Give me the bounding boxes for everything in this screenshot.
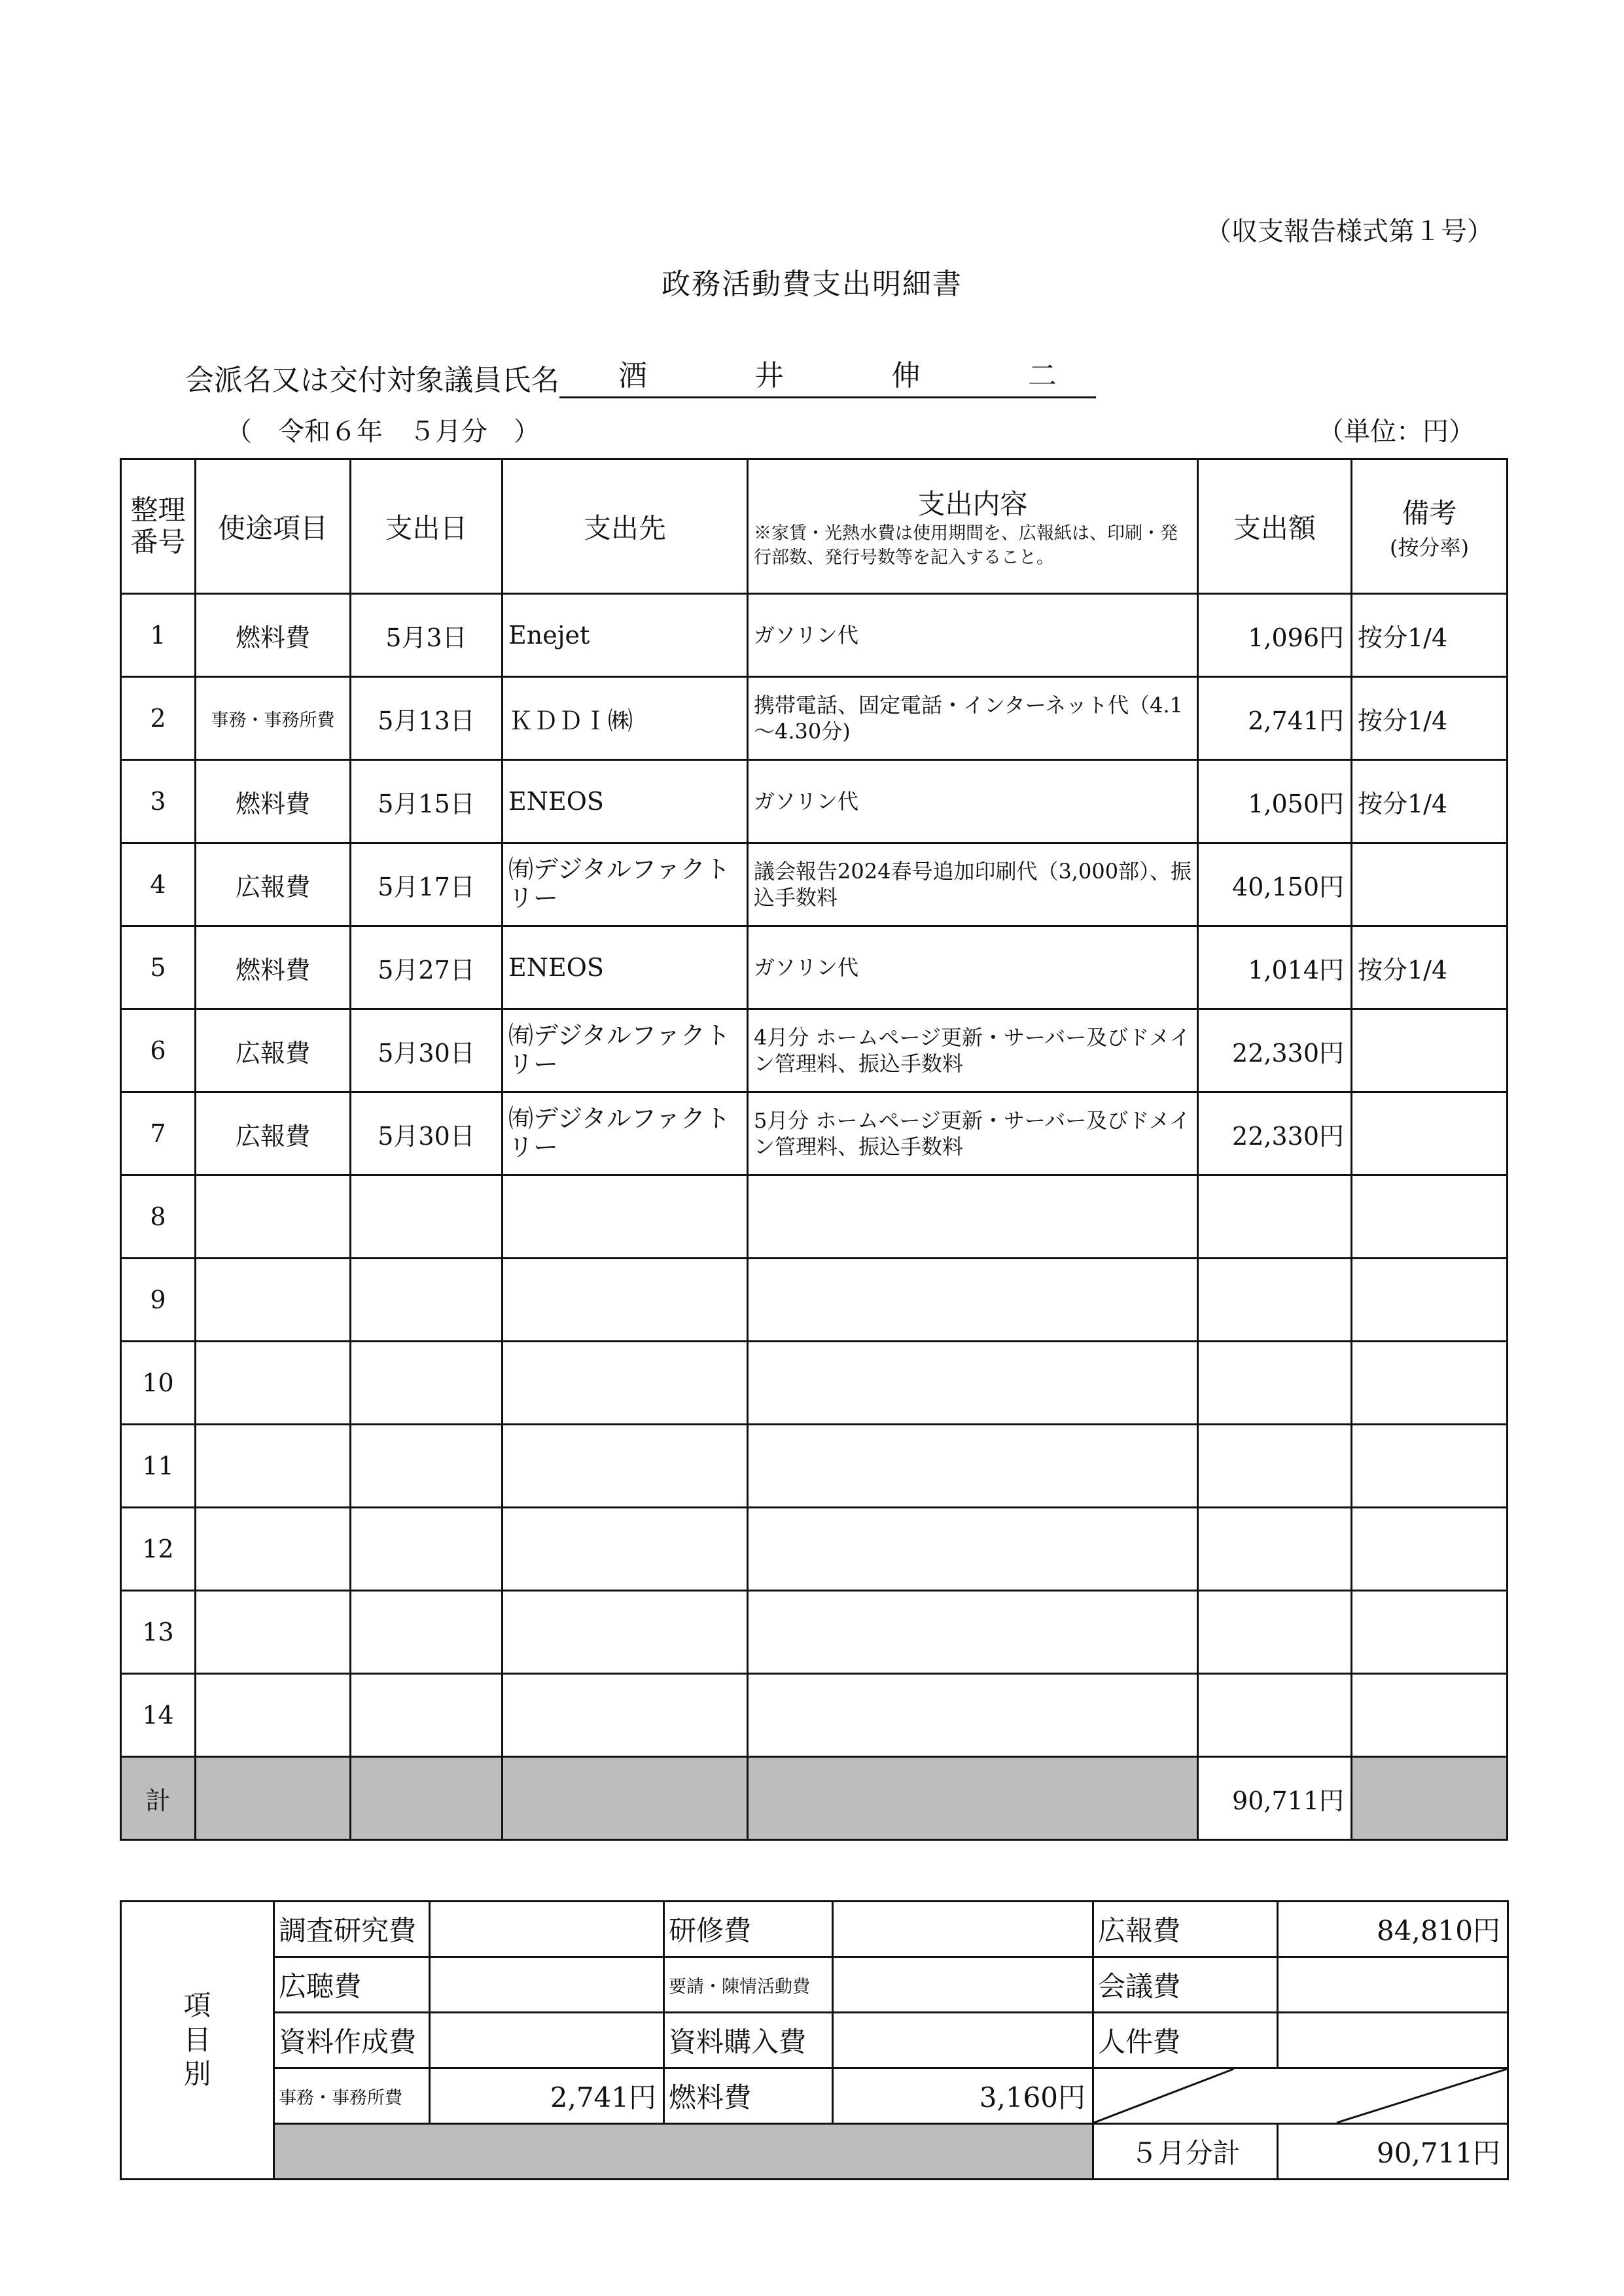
row-payee: Enejet — [503, 594, 748, 677]
header-date: 支出日 — [351, 459, 503, 594]
row-remarks — [1352, 1092, 1508, 1175]
row-purpose: 広報費 — [196, 1092, 351, 1175]
row-date — [351, 1342, 503, 1425]
row-amount — [1198, 1591, 1352, 1674]
row-no: 4 — [121, 843, 196, 926]
row-remarks — [1352, 1175, 1508, 1259]
row-date — [351, 1425, 503, 1508]
total-label: 計 — [121, 1757, 196, 1840]
row-amount — [1198, 1259, 1352, 1342]
row-no: 5 — [121, 926, 196, 1009]
row-content — [748, 1674, 1198, 1757]
row-purpose: 燃料費 — [196, 594, 351, 677]
summary-hearing-amount — [430, 1957, 664, 2013]
row-remarks — [1352, 1009, 1508, 1092]
row-amount: 22,330円 — [1198, 1092, 1352, 1175]
row-remarks — [1352, 1259, 1508, 1342]
row-date: 5月30日 — [351, 1009, 503, 1092]
row-remarks — [1352, 1342, 1508, 1425]
row-content: ガソリン代 — [748, 926, 1198, 1009]
total-gray-cell — [503, 1757, 748, 1840]
row-remarks — [1352, 1591, 1508, 1674]
row-amount: 1,096円 — [1198, 594, 1352, 677]
row-amount: 22,330円 — [1198, 1009, 1352, 1092]
row-amount — [1198, 1175, 1352, 1259]
summary-meeting-amount — [1278, 1957, 1508, 2013]
header-remarks — [1352, 459, 1508, 594]
header-amount: 支出額 — [1198, 459, 1352, 594]
row-payee — [503, 1175, 748, 1259]
row-date: 5月17日 — [351, 843, 503, 926]
row-date: 5月3日 — [351, 594, 503, 677]
member-name-char: 酒 — [618, 359, 647, 392]
row-content: ガソリン代 — [748, 594, 1198, 677]
row-amount — [1198, 1674, 1352, 1757]
row-date — [351, 1591, 503, 1674]
row-no: 1 — [121, 594, 196, 677]
row-amount: 40,150円 — [1198, 843, 1352, 926]
row-amount — [1198, 1508, 1352, 1591]
row-date — [351, 1259, 503, 1342]
row-remarks: 按分1/4 — [1352, 926, 1508, 1009]
summary-side-label: 項目別 — [121, 1902, 274, 2180]
summary-table — [120, 1900, 1509, 2180]
summary-fuel-label: 燃料費 — [664, 2068, 833, 2124]
row-amount: 1,050円 — [1198, 760, 1352, 843]
summary-gray-cell — [274, 2124, 1093, 2180]
member-name — [559, 352, 1096, 398]
summary-materials-purchase-label: 資料購入費 — [664, 2013, 833, 2068]
row-remarks — [1352, 1425, 1508, 1508]
row-content: 携帯電話、固定電話・インターネット代（4.1～4.30分) — [748, 677, 1198, 760]
row-content: 4月分 ホームページ更新・サーバー及びドメイン管理料、振込手数料 — [748, 1009, 1198, 1092]
row-purpose: 燃料費 — [196, 760, 351, 843]
row-purpose — [196, 1175, 351, 1259]
summary-fuel-amount: 3,160円 — [833, 2068, 1093, 2124]
row-amount: 1,014円 — [1198, 926, 1352, 1009]
row-payee — [503, 1508, 748, 1591]
row-no: 8 — [121, 1175, 196, 1259]
table-row — [121, 843, 1508, 926]
member-name-char: 二 — [1027, 359, 1057, 392]
row-date: 5月30日 — [351, 1092, 503, 1175]
summary-materials-purchase-amount — [833, 2013, 1093, 2068]
row-no: 6 — [121, 1009, 196, 1092]
summary-materials-making-label: 資料作成費 — [274, 2013, 430, 2068]
row-payee: ＫＤＤＩ㈱ — [503, 677, 748, 760]
row-no: 10 — [121, 1342, 196, 1425]
row-remarks: 按分1/4 — [1352, 594, 1508, 677]
summary-research-label: 調査研究費 — [274, 1902, 430, 1957]
row-amount — [1198, 1425, 1352, 1508]
table-row — [121, 1175, 1508, 1259]
row-no: 14 — [121, 1674, 196, 1757]
table-row — [121, 1425, 1508, 1508]
summary-office-amount: 2,741円 — [430, 2068, 664, 2124]
summary-research-amount — [430, 1902, 664, 1957]
summary-month-total-label: ５月分計 — [1093, 2124, 1278, 2180]
row-payee — [503, 1591, 748, 1674]
row-purpose — [196, 1674, 351, 1757]
row-content: 5月分 ホームページ更新・サーバー及びドメイン管理料、振込手数料 — [748, 1092, 1198, 1175]
row-content — [748, 1425, 1198, 1508]
row-remarks — [1352, 843, 1508, 926]
header-purpose: 使途項目 — [196, 459, 351, 594]
header-payee: 支出先 — [503, 459, 748, 594]
row-no: 3 — [121, 760, 196, 843]
row-date: 5月15日 — [351, 760, 503, 843]
diagonal-lines — [1094, 2069, 1507, 2123]
summary-personnel-label: 人件費 — [1093, 2013, 1278, 2068]
summary-meeting-label: 会議費 — [1093, 1957, 1278, 2013]
summary-materials-making-amount — [430, 2013, 664, 2068]
table-row — [121, 1009, 1508, 1092]
table-row — [121, 1092, 1508, 1175]
row-purpose: 燃料費 — [196, 926, 351, 1009]
row-date — [351, 1674, 503, 1757]
row-remarks — [1352, 1508, 1508, 1591]
row-purpose: 事務・事務所費 — [196, 677, 351, 760]
table-row — [121, 1342, 1508, 1425]
table-row — [121, 1674, 1508, 1757]
table-row — [121, 594, 1508, 677]
row-payee: ENEOS — [503, 760, 748, 843]
row-content: 議会報告2024春号追加印刷代（3,000部）、振込手数料 — [748, 843, 1198, 926]
member-line — [185, 352, 1096, 398]
row-content — [748, 1175, 1198, 1259]
total-gray-cell — [351, 1757, 503, 1840]
total-gray-cell — [196, 1757, 351, 1840]
table-row — [121, 1591, 1508, 1674]
row-date — [351, 1175, 503, 1259]
row-payee: ㈲デジタルファクトリー — [503, 843, 748, 926]
header-content — [748, 459, 1198, 594]
row-date: 5月13日 — [351, 677, 503, 760]
row-purpose — [196, 1591, 351, 1674]
document-title: 政務活動費支出明細書 — [662, 268, 962, 301]
table-row — [121, 1259, 1508, 1342]
row-no: 13 — [121, 1591, 196, 1674]
row-purpose — [196, 1508, 351, 1591]
expense-table — [120, 458, 1508, 1841]
row-content: ガソリン代 — [748, 760, 1198, 843]
summary-pr-amount: 84,810円 — [1278, 1902, 1508, 1957]
table-row — [121, 926, 1508, 1009]
row-remarks — [1352, 1674, 1508, 1757]
row-remarks: 按分1/4 — [1352, 677, 1508, 760]
row-no: 2 — [121, 677, 196, 760]
row-amount: 2,741円 — [1198, 677, 1352, 760]
summary-hearing-label: 広聴費 — [274, 1957, 430, 2013]
row-payee — [503, 1259, 748, 1342]
header-content-title: 支出内容 — [917, 488, 1028, 521]
member-name-char: 井 — [754, 359, 784, 392]
row-payee: ㈲デジタルファクトリー — [503, 1092, 748, 1175]
summary-petition-label: 要請・陳情活動費 — [664, 1957, 833, 2013]
summary-petition-amount — [833, 1957, 1093, 2013]
summary-month-total: 90,711円 — [1278, 2124, 1508, 2180]
summary-personnel-amount — [1278, 2013, 1508, 2068]
row-content — [748, 1342, 1198, 1425]
row-content — [748, 1591, 1198, 1674]
row-amount — [1198, 1342, 1352, 1425]
header-remarks-title: 備考 — [1402, 496, 1457, 529]
table-row — [121, 1508, 1508, 1591]
unit-label: （単位：円） — [1318, 417, 1475, 447]
member-label: 会派名又は交付対象議員氏名 — [185, 364, 559, 397]
row-no: 7 — [121, 1092, 196, 1175]
row-payee: ENEOS — [503, 926, 748, 1009]
row-date: 5月27日 — [351, 926, 503, 1009]
summary-training-amount — [833, 1902, 1093, 1957]
row-date — [351, 1508, 503, 1591]
total-gray-cell — [748, 1757, 1198, 1840]
table-row — [121, 677, 1508, 760]
summary-pr-label: 広報費 — [1093, 1902, 1278, 1957]
row-payee: ㈲デジタルファクトリー — [503, 1009, 748, 1092]
header-no: 整理番号 — [121, 459, 196, 594]
form-number: （収支報告様式第１号） — [1205, 217, 1493, 247]
summary-slashed-cell — [1093, 2068, 1508, 2124]
summary-training-label: 研修費 — [664, 1902, 833, 1957]
row-remarks: 按分1/4 — [1352, 760, 1508, 843]
row-content — [748, 1259, 1198, 1342]
row-payee — [503, 1425, 748, 1508]
row-purpose — [196, 1259, 351, 1342]
header-content-note: ※家賃・光熱水費は使用期間を、広報紙は、印刷・発行部数、発行号数等を記入すること。 — [754, 523, 1178, 568]
row-no: 12 — [121, 1508, 196, 1591]
summary-office-label: 事務・事務所費 — [274, 2068, 430, 2124]
header-remarks-sub: (按分率) — [1390, 534, 1469, 560]
total-gray-cell — [1352, 1757, 1508, 1840]
period: （ 令和６年 ５月分 ） — [226, 417, 540, 447]
row-payee — [503, 1342, 748, 1425]
row-purpose — [196, 1342, 351, 1425]
row-payee — [503, 1674, 748, 1757]
row-no: 11 — [121, 1425, 196, 1508]
row-content — [748, 1508, 1198, 1591]
row-purpose — [196, 1425, 351, 1508]
table-row — [121, 760, 1508, 843]
row-purpose: 広報費 — [196, 1009, 351, 1092]
row-purpose: 広報費 — [196, 843, 351, 926]
total-amount: 90,711円 — [1198, 1757, 1352, 1840]
row-no: 9 — [121, 1259, 196, 1342]
member-name-char: 伸 — [891, 359, 921, 392]
